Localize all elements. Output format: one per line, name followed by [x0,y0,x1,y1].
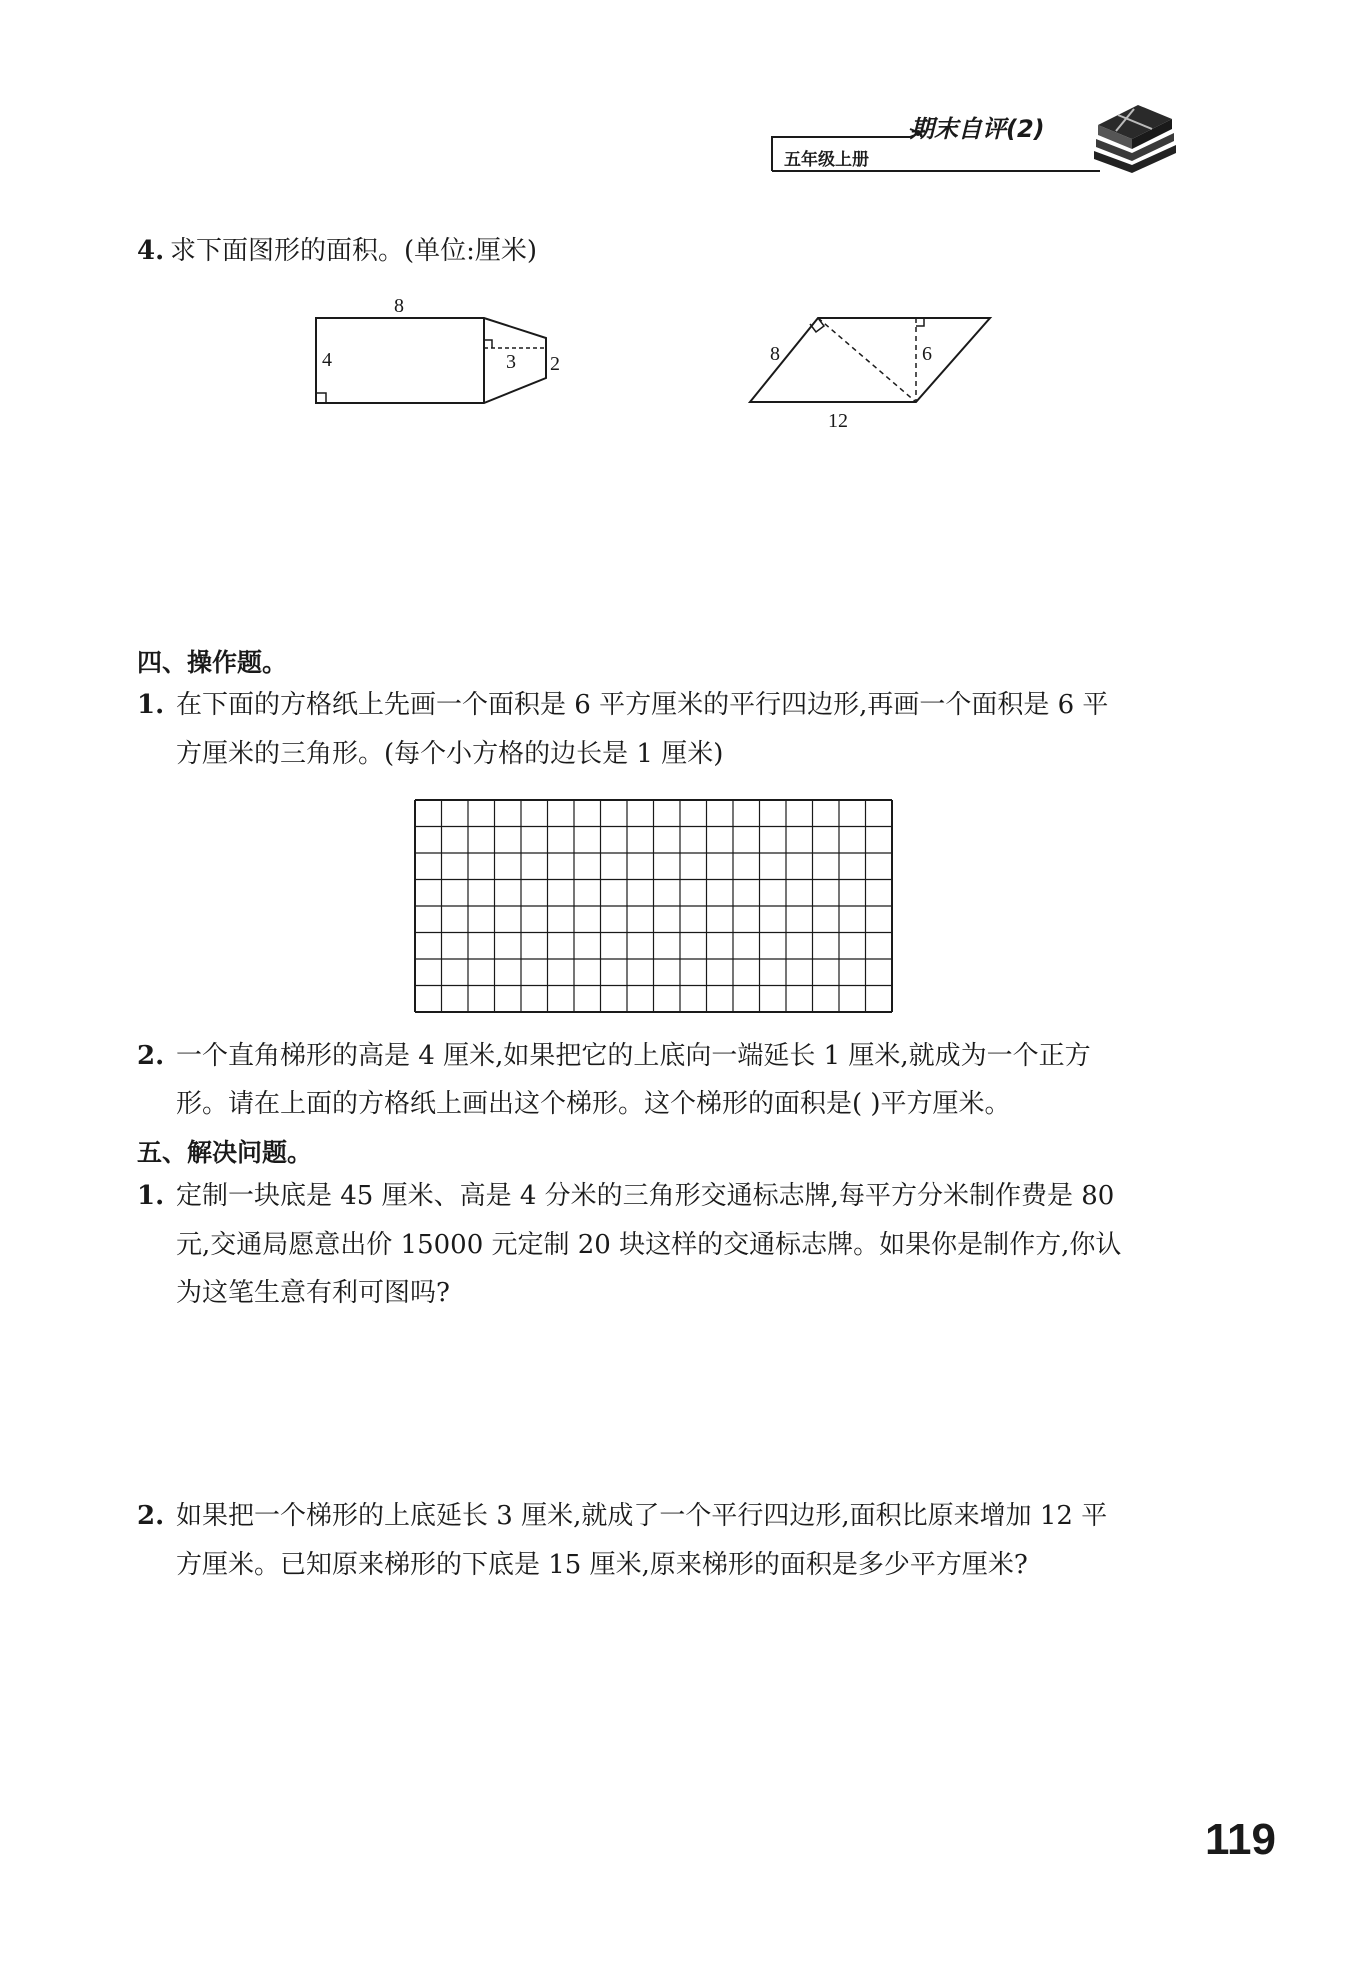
s4-q1-number: 1. [137,690,165,720]
s4-q1-line1: 在下面的方格纸上先画一个面积是 6 平方厘米的平行四边形,再画一个面积是 6 平 [176,690,1109,720]
section4-title: 四、操作题。 [137,648,288,677]
s5-q2-line1: 如果把一个梯形的上底延长 3 厘米,就成了一个平行四边形,面积比原来增加 12 平 [176,1501,1108,1531]
s5-q1-line1: 定制一块底是 45 厘米、高是 4 分米的三角形交通标志牌,每平方分米制作费是 80 [176,1181,1115,1211]
s4-q2-line1: 一个直角梯形的高是 4 厘米,如果把它的上底向一端延长 1 厘米,就成为一个正方 [176,1041,1091,1071]
fig2-label-base: 12 [828,410,848,432]
fig1-label-top: 8 [394,295,404,317]
page-number: 119 [1205,1815,1276,1864]
s4-q1-line2: 方厘米的三角形。(每个小方格的边长是 1 厘米) [176,739,724,769]
s4-q2-line2: 形。请在上面的方格纸上画出这个梯形。这个梯形的面积是( )平方厘米。 [176,1089,1011,1119]
figure-parallelogram [730,300,1020,435]
s4-q2-number: 2. [137,1041,165,1071]
header-title: 期末自评(2) [910,115,1045,143]
fig2-label-height: 6 [922,343,932,365]
s5-q2-number: 2. [137,1501,165,1531]
s5-q2-line2: 方厘米。已知原来梯形的下底是 15 厘米,原来梯形的面积是多少平方厘米? [176,1550,1028,1580]
q4-number: 4. [137,236,165,266]
grade-label: 五年级上册 [784,150,869,170]
section5-title: 五、解决问题。 [137,1138,313,1167]
fig2-label-side: 8 [770,343,780,365]
q4-text: 求下面图形的面积。(单位:厘米) [170,236,538,266]
fig1-label-left: 4 [322,349,332,371]
s5-q1-number: 1. [137,1181,165,1211]
figure-rect-trapezoid [300,290,590,420]
stacked-books-icon [1090,95,1180,175]
s5-q1-line2: 元,交通局愿意出价 15000 元定制 20 块这样的交通标志牌。如果你是制作方,你认 [176,1230,1122,1260]
page-header [770,95,1180,175]
grid-paper[interactable] [413,798,893,1014]
s5-q1-line3: 为这笔生意有利可图吗? [176,1278,450,1308]
fig1-label-right: 2 [550,353,560,375]
fig1-label-inner: 3 [506,351,516,373]
